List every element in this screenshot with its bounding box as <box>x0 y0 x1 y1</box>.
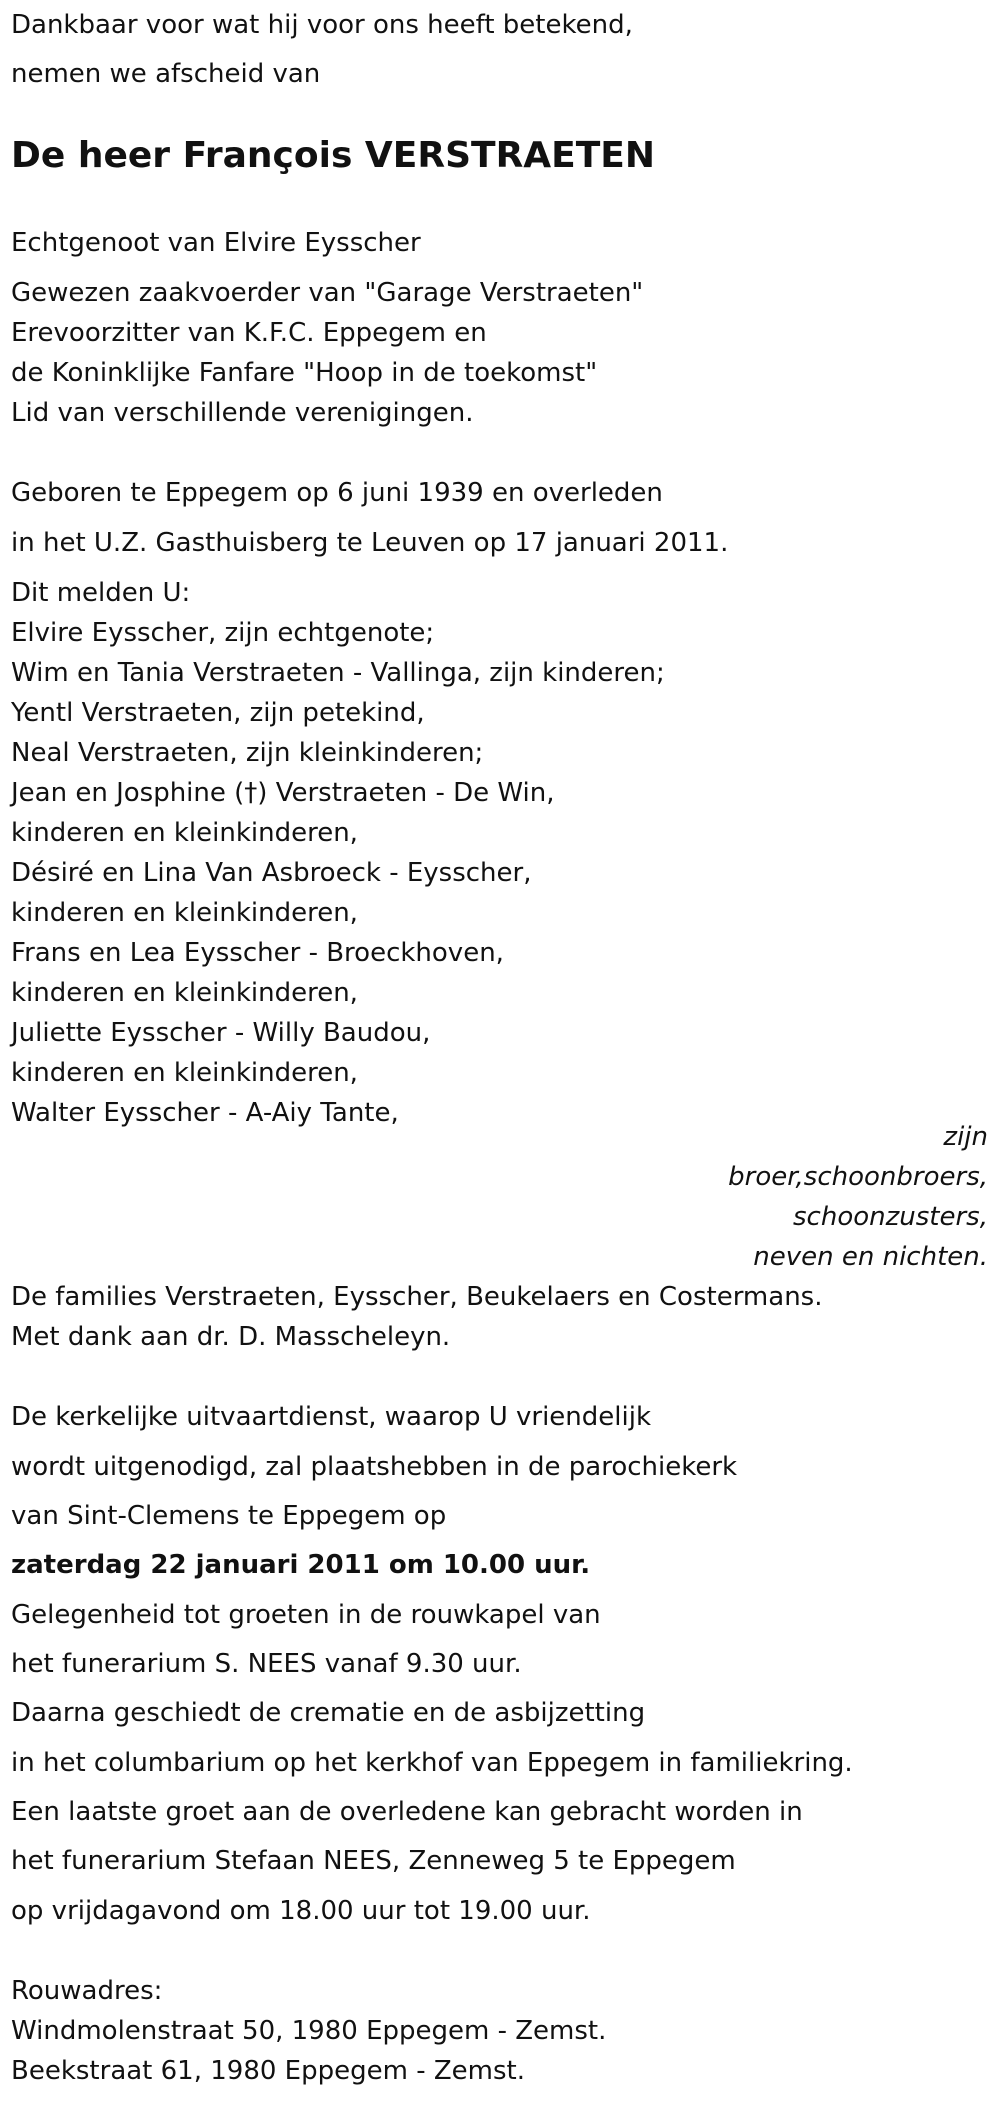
details-line: het funerarium S. NEES vanaf 9.30 uur. <box>11 1649 522 1679</box>
announce-line: Wim en Tania Verstraeten - Vallinga, zijn kinderen; <box>11 658 665 688</box>
role-line: Erevoorzitter van K.F.C. Eppegem en <box>11 318 487 348</box>
announce-line: kinderen en kleinkinderen, <box>11 978 358 1008</box>
service-line: van Sint-Clemens te Eppegem op <box>11 1501 447 1531</box>
announce-line: Frans en Lea Eysscher - Broeckhoven, <box>11 938 504 968</box>
deceased-name: De heer François VERSTRAETEN <box>11 135 656 176</box>
details-line: op vrijdagavond om 18.00 uur tot 19.00 uur. <box>11 1896 591 1926</box>
details-line: Een laatste groet aan de overledene kan gebracht worden in <box>11 1797 803 1827</box>
address-label: Rouwadres: <box>11 1976 163 2006</box>
role-line: de Koninklijke Fanfare "Hoop in de toekomst" <box>11 358 598 388</box>
announce-line: Neal Verstraeten, zijn kleinkinderen; <box>11 738 484 768</box>
announce-line: Désiré en Lina Van Asbroeck - Eysscher, <box>11 858 532 888</box>
families-line: De families Verstraeten, Eysscher, Beukelaers en Costermans. <box>11 1282 823 1312</box>
announce-line: kinderen en kleinkinderen, <box>11 898 358 928</box>
role-line: Lid van verschillende verenigingen. <box>11 398 474 428</box>
birth-death-line: in het U.Z. Gasthuisberg te Leuven op 17 januari 2011. <box>11 528 729 558</box>
details-line: in het columbarium op het kerkhof van Eppegem in familiekring. <box>11 1748 853 1778</box>
address-line: Beekstraat 61, 1980 Eppegem - Zemst. <box>11 2056 525 2086</box>
service-line: De kerkelijke uitvaartdienst, waarop U vriendelijk <box>11 1402 652 1432</box>
announce-line: Jean en Josphine (†) Verstraeten - De Win, <box>11 778 555 808</box>
intro-line: nemen we afscheid van <box>11 59 321 89</box>
details-line: het funerarium Stefaan NEES, Zenneweg 5 te Eppegem <box>11 1846 736 1876</box>
service-date: zaterdag 22 januari 2011 om 10.00 uur. <box>11 1550 591 1580</box>
role-line: Gewezen zaakvoerder van "Garage Verstraeten" <box>11 278 644 308</box>
address-line: Windmolenstraat 50, 1980 Eppegem - Zemst. <box>11 2016 607 2046</box>
relation-line: neven en nichten. <box>753 1242 988 1272</box>
relation-line: broer,schoonbroers, <box>728 1162 988 1192</box>
relation-line: zijn <box>943 1122 988 1152</box>
details-line: Gelegenheid tot groeten in de rouwkapel van <box>11 1600 601 1630</box>
announce-line: kinderen en kleinkinderen, <box>11 818 358 848</box>
announce-line: Elvire Eysscher, zijn echtgenote; <box>11 618 435 648</box>
announce-line: kinderen en kleinkinderen, <box>11 1058 358 1088</box>
intro-line: Dankbaar voor wat hij voor ons heeft betekend, <box>11 10 633 40</box>
service-line: wordt uitgenodigd, zal plaatshebben in de parochiekerk <box>11 1452 738 1482</box>
announce-line: Yentl Verstraeten, zijn petekind, <box>11 698 425 728</box>
announce-line: Walter Eysscher - A-Aiy Tante, <box>11 1098 399 1128</box>
birth-death-line: Geboren te Eppegem op 6 juni 1939 en overleden <box>11 478 663 508</box>
announce-line: Dit melden U: <box>11 578 191 608</box>
announce-line: Juliette Eysscher - Willy Baudou, <box>11 1018 431 1048</box>
families-line: Met dank aan dr. D. Masscheleyn. <box>11 1322 451 1352</box>
details-line: Daarna geschiedt de crematie en de asbijzetting <box>11 1698 646 1728</box>
role-line: Echtgenoot van Elvire Eysscher <box>11 228 421 258</box>
relation-line: schoonzusters, <box>793 1202 988 1232</box>
